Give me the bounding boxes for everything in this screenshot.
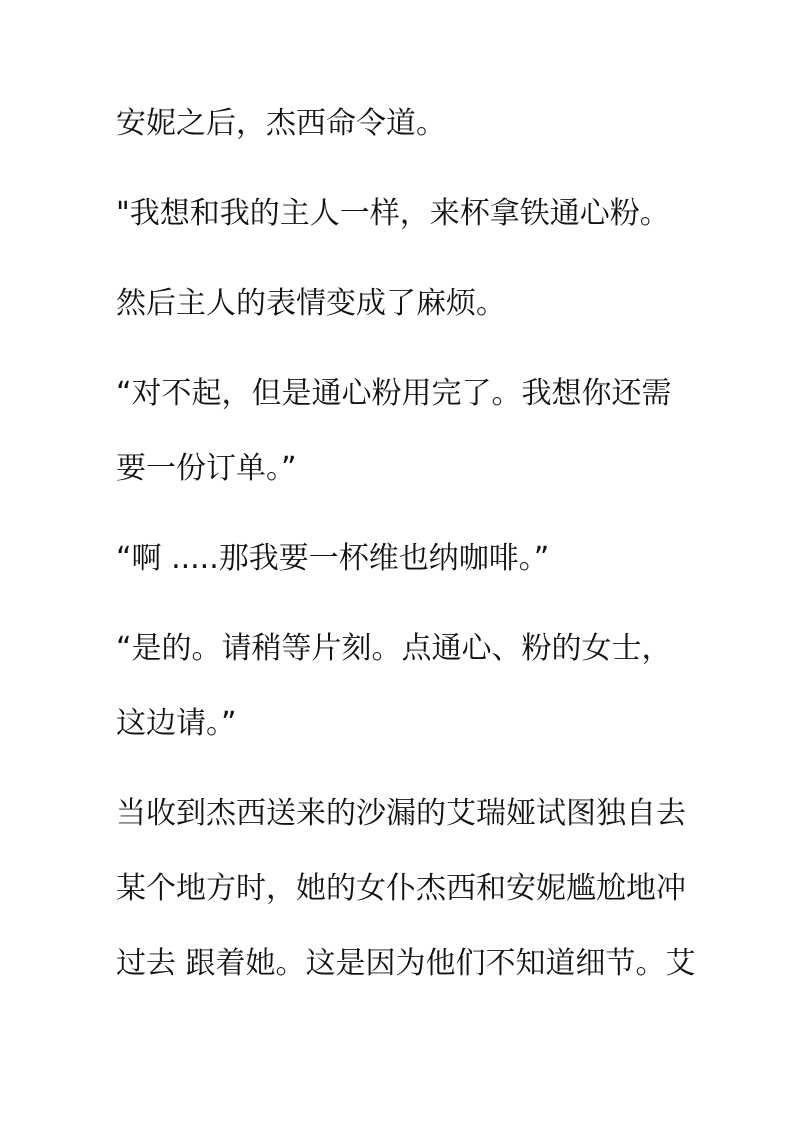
text-line: 安妮之后，杰西命令道。 xyxy=(116,106,446,141)
text-line: 当收到杰西送来的沙漏的艾瑞娅试图独自去 xyxy=(116,796,686,831)
text-line: 要一份订单。” xyxy=(116,451,297,486)
text-line: 某个地方时，她的女仆杰西和安妮尴尬地冲 xyxy=(116,871,686,906)
text-line: “对不起，但是通心粉用完了。我想你还需 xyxy=(116,376,672,411)
text-line: “啊 .....那我要一杯维也纳咖啡。” xyxy=(116,541,550,576)
text-line: 然后主人的表情变成了麻烦。 xyxy=(116,286,506,321)
text-line: 过去 跟着她。这是因为他们不知道细节。艾 xyxy=(116,946,696,981)
text-line: 这边请。” xyxy=(116,706,237,741)
text-line: “是的。请稍等片刻。点通心、粉的女士， xyxy=(116,631,672,666)
text-line: "我想和我的主人一样，来杯拿铁通心粉。 xyxy=(116,196,670,231)
